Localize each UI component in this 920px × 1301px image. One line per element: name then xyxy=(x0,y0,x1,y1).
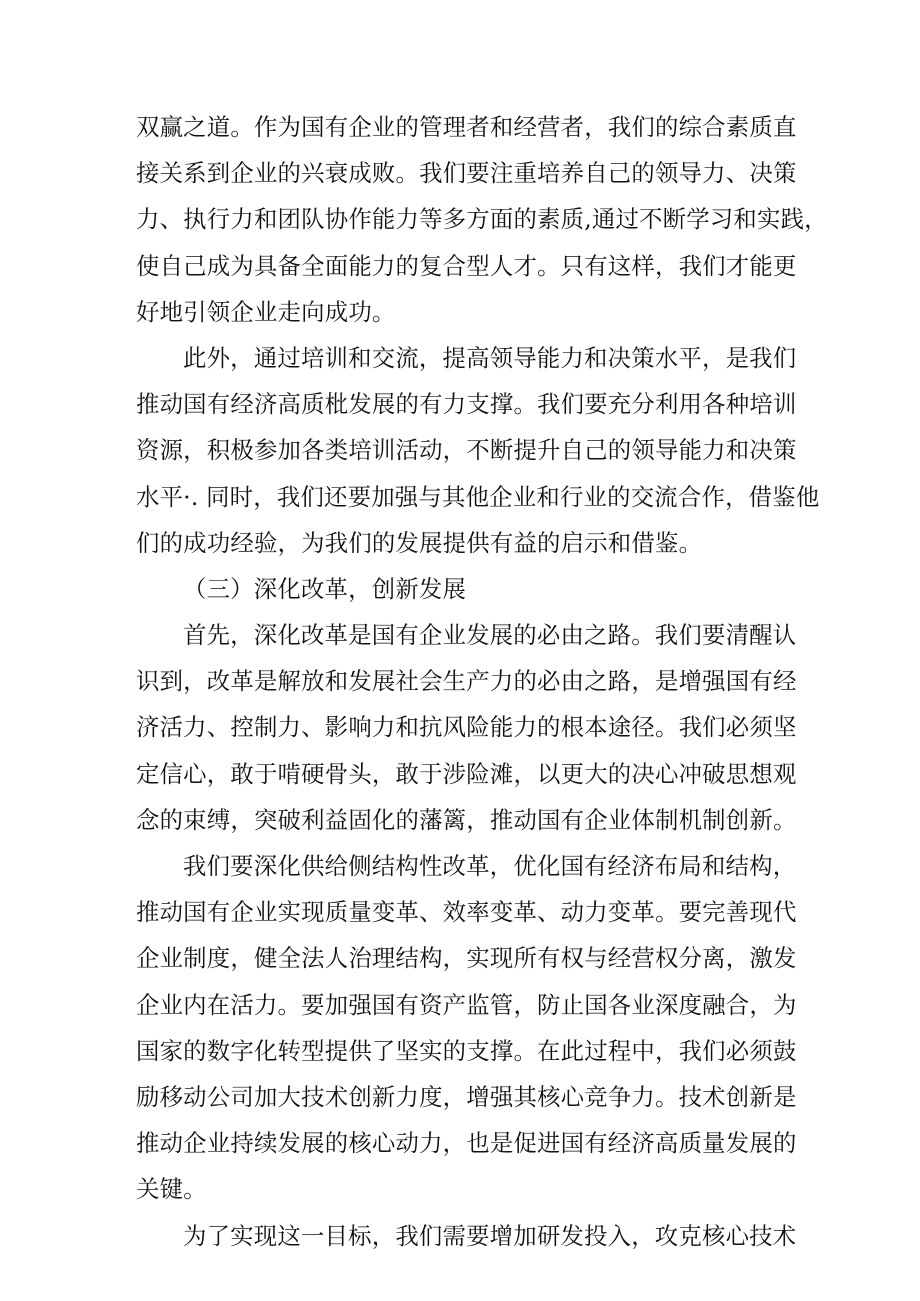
paragraph-5 xyxy=(136,1213,797,1259)
text-line: 企业制度，健全法人治理结构，实现所有权与经营权分离，激发 xyxy=(136,944,797,973)
text-line: 此外，通过培训和交流，提高领导能力和决策水平，是我们 xyxy=(183,343,797,372)
text-line: 资源，积极参加各类培训活动，不断提升自己的领导能力和决策 xyxy=(136,436,797,465)
text-line: 我们要深化供给侧结构性改革，优化国有经济布局和结构， xyxy=(183,852,797,880)
text-line: 励移动公司加大技术创新力度，增强其核心竞争力。技术创新是 xyxy=(136,1082,797,1111)
text-line: 推动国有经济高质枇发展的有力支撑。我们要充分利用各种培训 xyxy=(136,390,797,419)
text-line: 识到，改革是解放和发展社会生产力的必由之路，是增强国有经 xyxy=(136,667,797,696)
paragraph-3 xyxy=(136,612,797,843)
text-line: 为了实现这一目标，我们需要增加研发投入，攻克核心技术 xyxy=(183,1221,797,1250)
text-line: 念的束缚，突破利益固化的藩篱，推动国有企业体制机制创新。 xyxy=(136,805,797,834)
text-line: 首先，深化改革是国有企业发展的必由之路。我们要清醒认 xyxy=(183,621,797,650)
text-line: 关键。 xyxy=(136,1175,207,1204)
text-line: 力、执行力和团队协作能力等多方面的素质,通过不断学习和实践， xyxy=(136,205,828,234)
text-line: 企业内在活力。要加强国有资产监管，防止国各业深度融合，为 xyxy=(136,990,797,1019)
text-line: 国家的数字化转型提供了坚实的支撑。在此过程中，我们必须鼓 xyxy=(136,1036,797,1065)
text-line: 双赢之道。作为国有企业的管理者和经营者，我们的综合素质直 xyxy=(136,113,797,141)
document-body xyxy=(136,104,828,1259)
text-line: 济活力、控制力、影响力和抗风险能力的根本途径。我们必须坚 xyxy=(136,713,797,742)
text-line: 推动企业持续发展的核心动力，也是促进国有经济高质量发展的 xyxy=(136,1129,797,1158)
text-line: 们的成功经验，为我们的发展提供有益的启示和借鉴。 xyxy=(136,528,703,557)
paragraph-4 xyxy=(136,843,797,1213)
paragraph-2 xyxy=(136,335,820,566)
section-heading: （三）深化改革，创新发展 xyxy=(183,574,467,603)
paragraph-1 xyxy=(136,104,828,335)
text-line: 定信心，敢于啃硬骨头，敢于涉险滩，以更大的决心冲破思想观 xyxy=(136,759,797,788)
text-line: 好地引领企业走向成功。 xyxy=(136,297,396,326)
text-line: 推动国有企业实现质量变革、效率变革、动力变革。要完善现代 xyxy=(136,898,797,927)
text-line: 使自己成为具备全面能力的复合型人才。只有这样，我们才能更 xyxy=(136,251,797,280)
text-line: 水平·. 同时，我们还要加强与其他企业和行业的交流合作，借鉴他 xyxy=(136,482,820,511)
text-line: 接关系到企业的兴衰成败。我们要注重培养自己的领导力、决策 xyxy=(136,159,797,188)
